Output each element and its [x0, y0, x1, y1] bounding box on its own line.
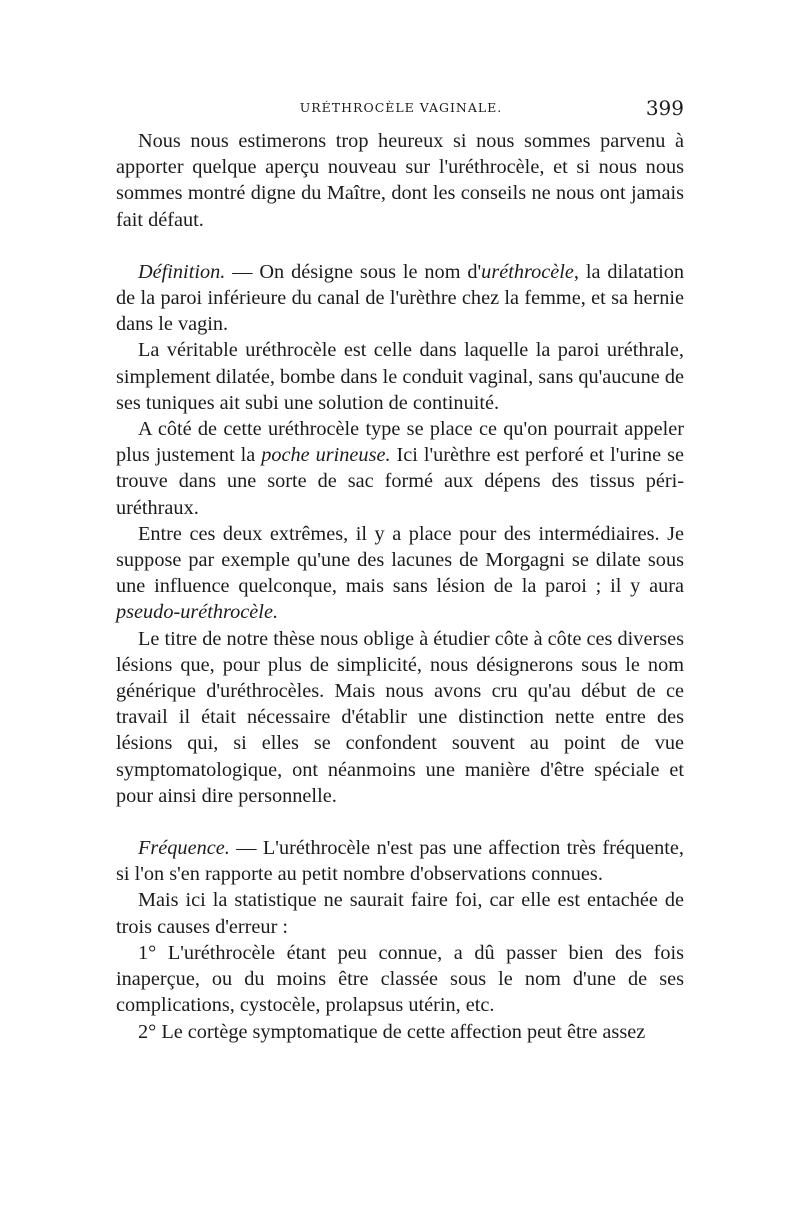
- page-header: [118, 96, 684, 126]
- paragraph-titre-these: Le titre de notre thèse nous oblige à étudier côte à côte ces diverses lésions que, pour plus de simplicité, nous désignerons sous le nom générique d'uréthrocèles. Mais nous avons cru qu'au début de ce travail il était nécessaire d'établir une distinction nette entre des lésions qui, si elles se confondent souvent au point de vue symptomatologique, ont néanmoins une manière d'être spéciale et pour ainsi dire personnelle.: [116, 627, 684, 807]
- paragraph-statistique: Mais ici la statistique ne saurait faire foi, car elle est entachée de trois causes d'erreur :: [116, 889, 684, 938]
- paragraph-cause-1: 1° L'uréthrocèle étant peu connue, a dû passer bien des fois inaperçue, ou du moins être classée sous le nom d'une de ses complications, cystocèle, prolapsus utérin, etc.: [116, 941, 684, 1017]
- paragraph-cause-2: 2° Le cortège symptomatique de cette affection peut être assez: [138, 1020, 646, 1043]
- paragraph-definition: [116, 259, 684, 338]
- poche-lead: A côté de cette uréthrocèle type se place ce qu'on pourrait appeler plus justement la: [116, 418, 684, 467]
- definition-lead: — On désigne sous le nom d': [225, 260, 482, 283]
- paragraph-frequence: [116, 835, 684, 887]
- section-heading-frequence: Fréquence.: [138, 837, 230, 860]
- frequence-text: — L'uréthrocèle n'est pas une affection très fréquente, si l'on s'en rapporte au petit nombre d'observations connues.: [116, 837, 684, 886]
- paragraph-intermediaires: [116, 521, 684, 626]
- definition-text: , la dilatation de la paroi inférieure du canal de l'urèthre chez la femme, et sa hernie dans le vagin.: [116, 260, 684, 336]
- intermediaires-text: Entre ces deux extrêmes, il y a place pour des intermédiaires. Je suppose par exemple qu'une des lacunes de Morgagni se dilate sous une influence quelconque, mais sans lésion de la paroi ; il y aura: [116, 522, 684, 598]
- running-title: URÉTHROCÈLE VAGINALE.: [299, 100, 503, 115]
- paragraph-true-urethrocele: La véritable uréthrocèle est celle dans laquelle la paroi uréthrale, simplement dilatée, bombe dans le conduit vaginal, sans qu'aucune de ses tuniques ait subi une solution de continuité.: [116, 339, 684, 414]
- page-number: 399: [645, 96, 684, 120]
- term-urethrocele: uréthrocèle: [481, 260, 574, 283]
- poche-text: Ici l'urèthre est perforé et l'urine se trouve dans une sorte de sac formé aux dépens des tissus péri-uréthraux.: [116, 444, 684, 519]
- term-poche-urineuse: poche urineuse.: [261, 444, 391, 467]
- paragraph-poche-urineuse: [116, 416, 684, 521]
- paragraph-conclusion: Nous nous estimerons trop heureux si nous sommes parvenu à apporter quelque aperçu nouveau sur l'uréthrocèle, et si nous nous sommes montré digne du Maître, dont les conseils ne nous ont jamais fait défaut.: [116, 130, 684, 231]
- term-pseudo-urethrocele: pseudo-uréthrocèle.: [116, 601, 279, 624]
- section-heading-definition: Définition.: [138, 260, 226, 283]
- body-text: [116, 128, 684, 1045]
